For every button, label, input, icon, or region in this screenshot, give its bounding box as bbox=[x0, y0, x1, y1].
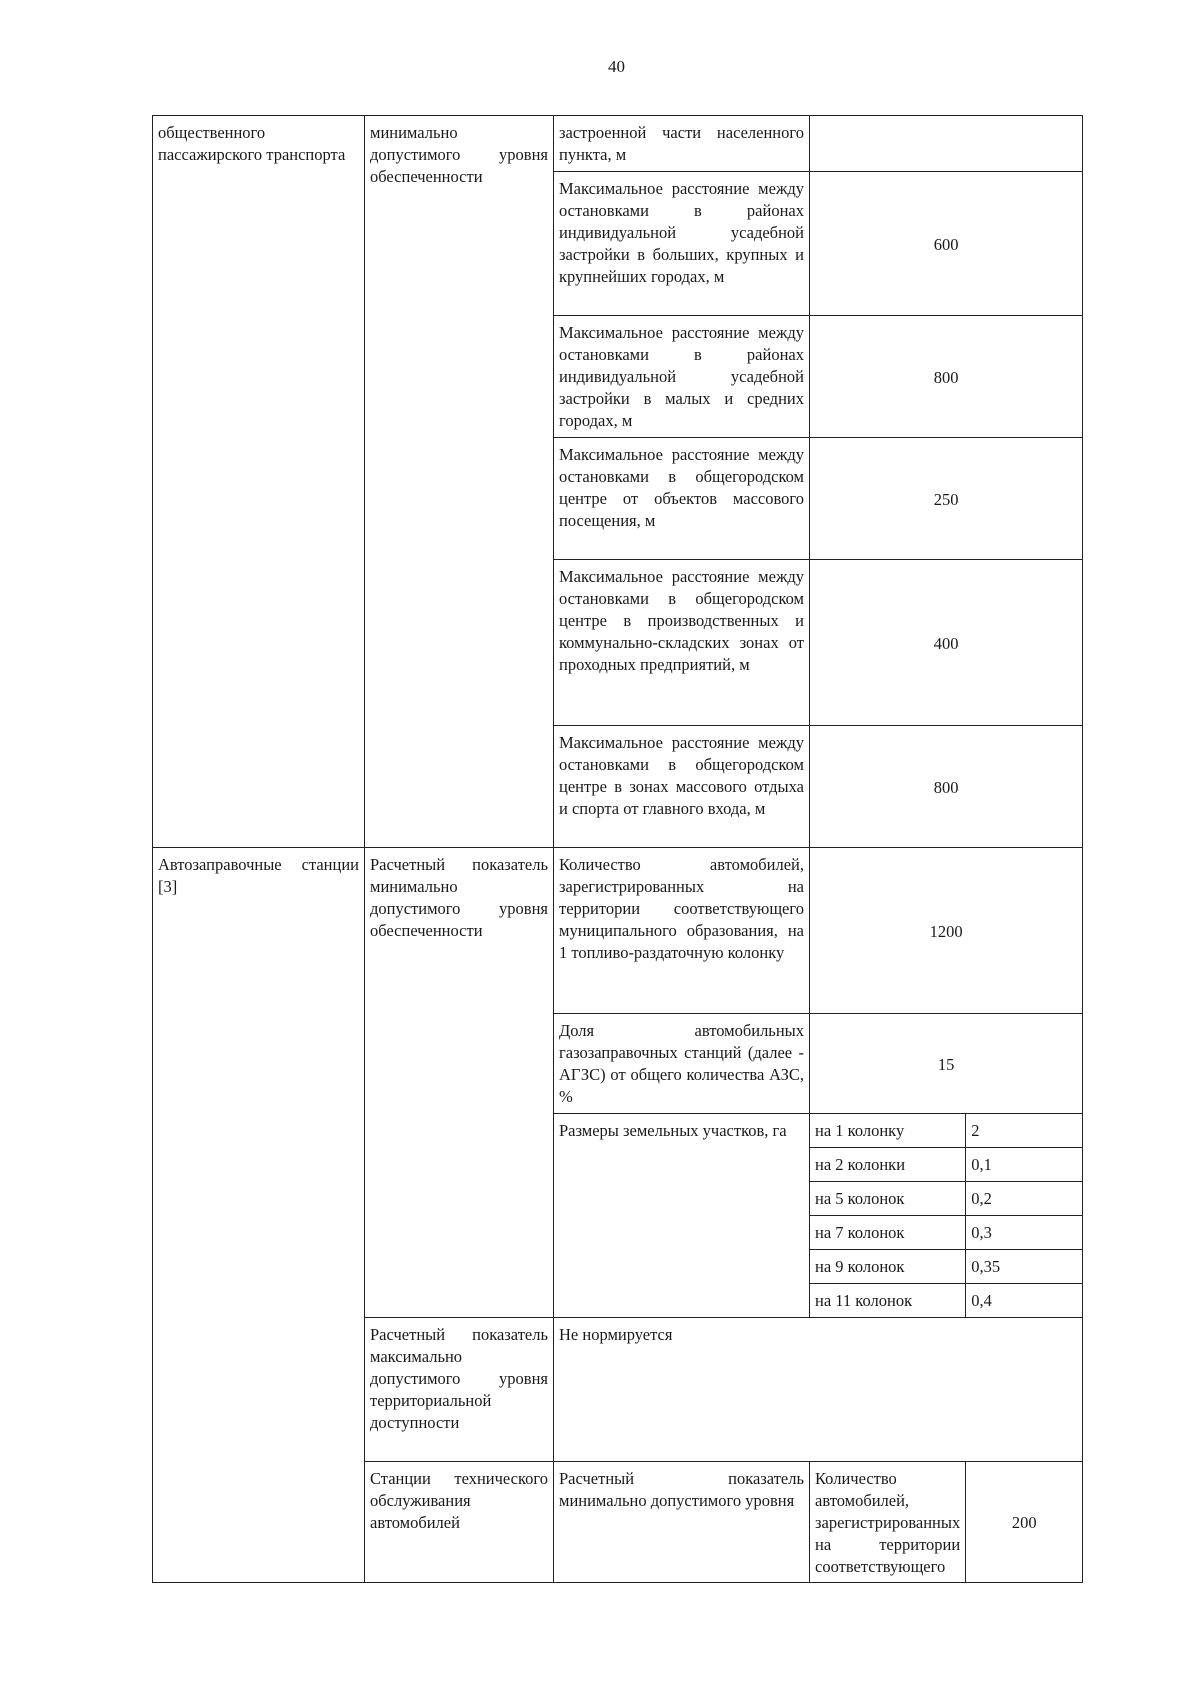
page-number: 40 bbox=[608, 57, 625, 76]
plot-size-label: на 2 колонки bbox=[810, 1148, 966, 1182]
parameter-cell: Максимальное расстояние между остановками в районах индивидуальной усадебной застройки в больших, крупных и крупнейших городах, м bbox=[554, 172, 810, 316]
plot-size-label: на 1 колонку bbox=[810, 1114, 966, 1148]
object-type-cell: Автозаправочные станции [3] bbox=[153, 848, 365, 1583]
parameter-cell: Максимальное расстояние между остановками в общегородском центре от объектов массового посещения, м bbox=[554, 438, 810, 560]
plot-size-label: на 11 колонок bbox=[810, 1284, 966, 1318]
parameter-cell: Максимальное расстояние между остановками в общегородском центре в производственных и коммунально-складских зонах от проходных предприятий, м bbox=[554, 560, 810, 726]
plot-size-value: 0,4 bbox=[966, 1284, 1083, 1318]
value-cell: 1200 bbox=[810, 848, 1083, 1014]
parameter-cell: Количество автомобилей, зарегистрированных на территории соответствующего муниципального образования, на 1 топливо-раздаточную колонку bbox=[554, 848, 810, 1014]
table-row bbox=[153, 116, 1083, 172]
plot-size-value: 0,3 bbox=[966, 1216, 1083, 1250]
value-cell: 800 bbox=[810, 726, 1083, 848]
plot-size-value: 2 bbox=[966, 1114, 1083, 1148]
indicator-type-cell: Расчетный показатель минимально допустимого уровня обеспеченности bbox=[365, 848, 554, 1318]
indicator-type-cell: Расчетный показатель максимально допустимого уровня территориальной доступности bbox=[365, 1318, 554, 1462]
value-cell: 200 bbox=[966, 1462, 1083, 1583]
standards-table bbox=[152, 115, 1083, 1583]
object-type-cell: Станции технического обслуживания автомобилей bbox=[365, 1462, 554, 1583]
plot-size-label: на 9 колонок bbox=[810, 1250, 966, 1284]
plot-size-value: 0,35 bbox=[966, 1250, 1083, 1284]
parameter-cell: Количество автомобилей, зарегистрированных на территории соответствующего bbox=[810, 1462, 966, 1583]
value-cell: 250 bbox=[810, 438, 1083, 560]
value-cell: 800 bbox=[810, 316, 1083, 438]
indicator-type-cell: Расчетный показатель минимально допустимого уровня bbox=[554, 1462, 810, 1583]
parameter-cell: Максимальное расстояние между остановками в общегородском центре в зонах массового отдыха и спорта от главного входа, м bbox=[554, 726, 810, 848]
plot-size-label: на 5 колонок bbox=[810, 1182, 966, 1216]
indicator-type-cell: минимально допустимого уровня обеспеченности bbox=[365, 116, 554, 848]
object-type-cell: общественного пассажирского транспорта bbox=[153, 116, 365, 848]
value-cell: Не нормируется bbox=[554, 1318, 1083, 1462]
value-cell bbox=[810, 116, 1083, 172]
value-cell: 15 bbox=[810, 1014, 1083, 1114]
table-row bbox=[153, 848, 1083, 1014]
value-cell: 600 bbox=[810, 172, 1083, 316]
plot-size-value: 0,1 bbox=[966, 1148, 1083, 1182]
parameter-cell: Максимальное расстояние между остановками в районах индивидуальной усадебной застройки в малых и средних городах, м bbox=[554, 316, 810, 438]
parameter-cell: Доля автомобильных газозаправочных станций (далее - АГЗС) от общего количества АЗС, % bbox=[554, 1014, 810, 1114]
parameter-cell: застроенной части населенного пункта, м bbox=[554, 116, 810, 172]
parameter-cell: Размеры земельных участков, га bbox=[554, 1114, 810, 1318]
value-cell: 400 bbox=[810, 560, 1083, 726]
plot-size-value: 0,2 bbox=[966, 1182, 1083, 1216]
plot-size-label: на 7 колонок bbox=[810, 1216, 966, 1250]
